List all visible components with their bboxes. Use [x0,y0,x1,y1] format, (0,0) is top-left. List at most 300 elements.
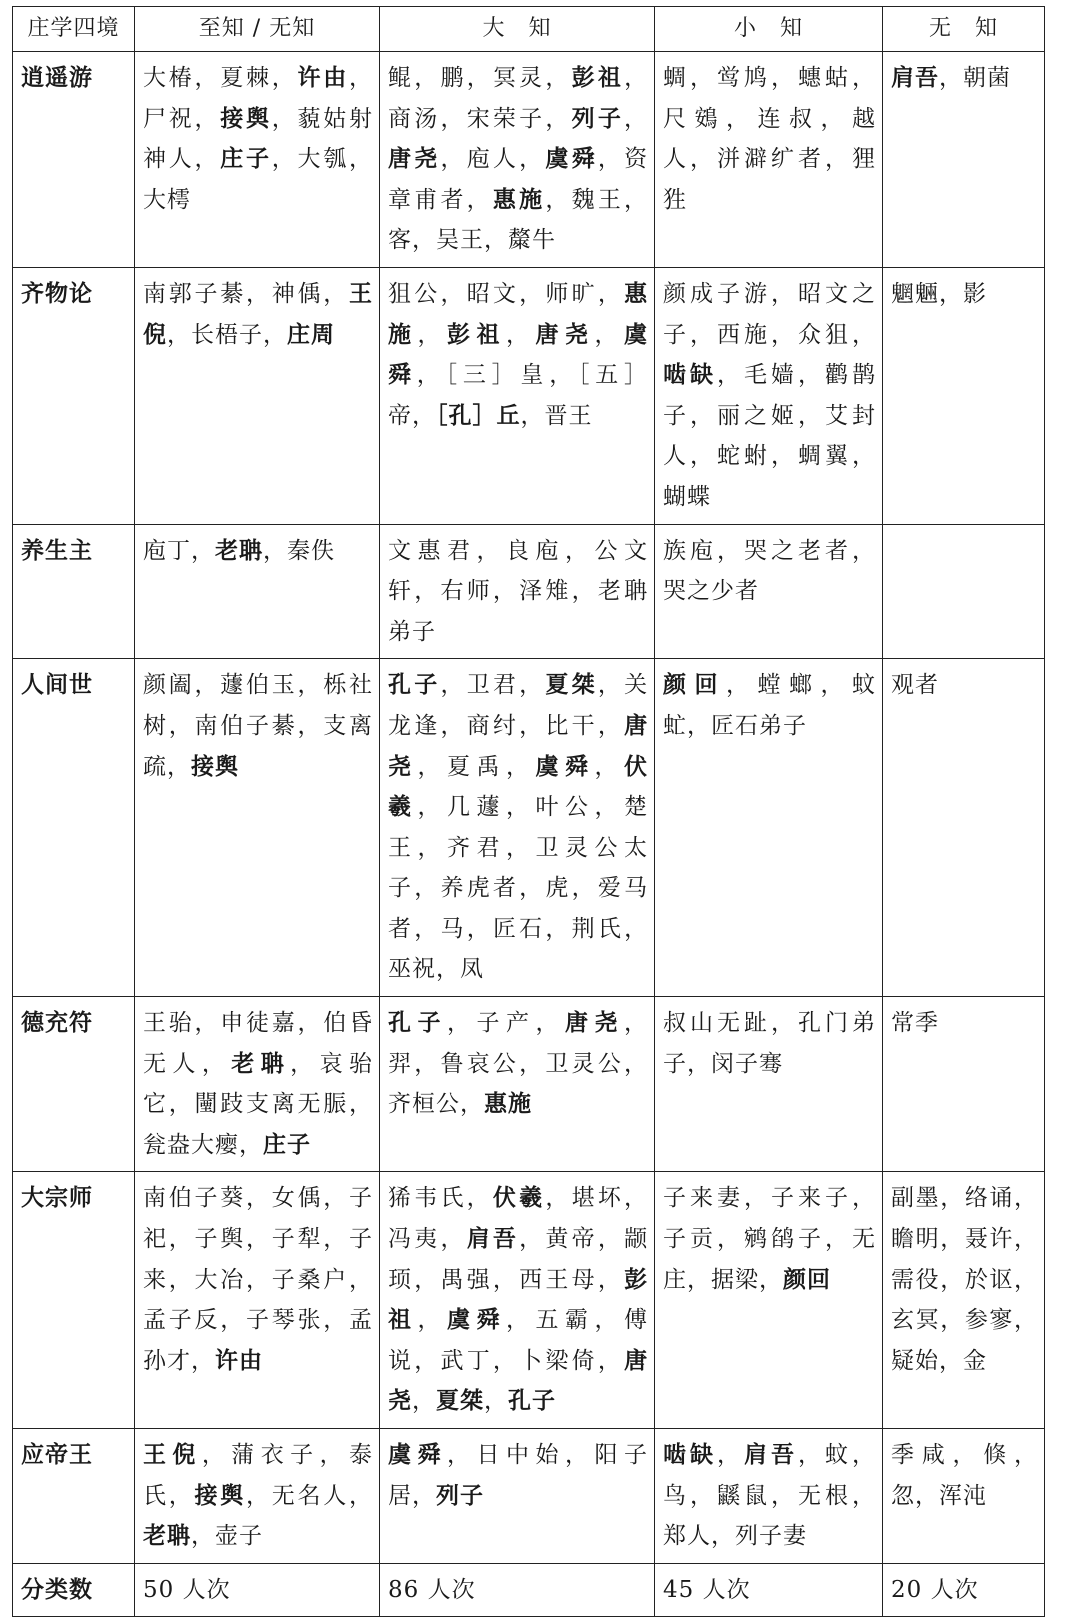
figure-name: 子桑户 [271,1266,349,1293]
separator: ， [412,1482,436,1509]
figure-name: 支离疏 [143,712,373,780]
separator: ， [436,956,460,983]
figure-name: 阳子居 [388,1442,648,1509]
figure-name: 哭之老者 [744,537,852,564]
cell-wuzhi [883,52,1045,268]
figure-name: 申徒嘉 [220,1010,298,1037]
figure-name: 蒲衣子 [231,1442,320,1468]
count-wuzhi: 20 人次 [883,1563,1045,1617]
figure-name: 子祀 [143,1185,373,1253]
separator: ， [506,834,536,861]
figure-name: 大樗 [143,186,191,213]
separator: ， [414,65,441,91]
figure-name-emphasized: 接舆 [191,753,239,780]
separator: ， [417,794,447,821]
figure-name: 鹏 [440,65,467,91]
separator: ， [466,1185,493,1212]
figure-name: 蛇蚹 [717,443,771,470]
figure-name: 大瓠 [297,146,349,173]
separator: ， [440,105,467,132]
separator: ， [194,65,221,91]
header-dazhi: 大 知 [380,7,655,52]
cell-dazhi [380,52,655,268]
separator: ， [191,1347,215,1374]
figure-name-emphasized: 伏羲 [492,1185,546,1212]
cell-xiaozhi [655,524,883,659]
figure-name: 族庖 [663,537,717,564]
figure-name: 鹳鹊子 [663,362,876,429]
separator: ， [168,1091,195,1118]
figure-name-emphasized: 列子 [436,1482,484,1509]
separator: ， [571,578,598,605]
separator: ， [939,1347,963,1374]
figure-name: 武丁 [440,1347,493,1374]
separator: ， [939,280,963,307]
figure-name: 艾封人 [663,402,876,470]
figure-name-emphasized: 虞舜 [545,146,598,173]
separator: ， [246,280,272,307]
figure-name: 几蘧 [447,794,506,821]
figure-name: 观者 [891,672,939,699]
figure-name: 浑沌 [939,1482,987,1509]
separator: ， [597,712,625,739]
separator: ， [440,1226,467,1253]
figure-name: 泽雉 [519,578,572,605]
figure-name: 昭文之子 [663,280,876,348]
figure-name: 忽 [891,1482,915,1509]
figure-name: 鼷鼠 [717,1482,771,1509]
figure-name: 巫祝 [388,956,436,983]
separator: ， [545,105,572,132]
separator: ， [201,1442,232,1468]
separator: ， [565,537,595,564]
separator: ， [349,1482,373,1509]
separator: ， [168,1482,195,1509]
figure-name: 影 [963,280,987,307]
separator: ， [271,65,298,91]
figure-name: 傅说 [388,1307,648,1374]
figure-name: 子来妻 [663,1185,744,1212]
figure-name: 孟孙才 [143,1307,373,1374]
header-realm: 庄学四境 [13,7,135,52]
figure-name: 蟪蛄 [798,65,852,91]
header-row [13,7,1045,52]
figure-name: 日中始 [476,1442,565,1468]
separator: ， [484,227,508,254]
classification-table-container [12,6,1044,1617]
separator: ， [771,443,798,470]
separator: ， [447,1442,477,1468]
separator: ， [168,1266,195,1293]
figure-name: 文惠君 [388,537,477,564]
figure-name: 夏禹 [447,753,506,780]
figure-name-emphasized: 接舆 [220,105,272,132]
figure-name: 越人 [663,105,876,173]
figure-name: 子舆 [194,1226,246,1253]
separator: ， [798,1442,825,1468]
separator: ， [194,672,221,699]
separator: ， [168,712,195,739]
separator: ， [297,672,324,699]
separator: ， [349,1266,373,1293]
figure-name: 瓮盎大瘿 [143,1131,239,1158]
separator: ， [726,105,758,132]
separator: ， [597,146,625,173]
figure-name: 鲁哀公 [440,1050,520,1077]
separator: ， [412,227,436,254]
separator: ， [466,65,493,91]
figure-name-emphasized: 彭祖 [447,321,506,348]
figure-name: 颜成子游 [663,280,771,307]
cell-xiaozhi [655,267,883,524]
figure-name-emphasized: 肩吾 [891,65,939,91]
separator: ， [414,1347,441,1374]
separator: ， [687,1266,711,1293]
cell-dazhi [380,1429,655,1564]
separator: ， [687,1050,711,1077]
separator: ， [323,1185,349,1212]
separator: ， [460,1091,484,1118]
chapter-title: 逍遥游 [13,52,135,268]
figure-name: 藐姑射神人 [143,105,373,173]
separator: ， [940,1185,965,1212]
cell-xiaozhi [655,659,883,997]
figure-name: 长梧子 [191,321,263,348]
separator: ， [594,321,624,348]
count-xiaozhi: 45 人次 [655,1563,883,1617]
separator: ， [690,1482,717,1509]
separator: ， [506,1307,536,1334]
figure-name: 南郭子綦 [143,280,246,307]
figure-name: 荆氏 [571,915,625,942]
chapter-title: 齐物论 [13,267,135,524]
separator: ， [690,146,717,173]
separator: ， [417,753,447,780]
separator: ， [690,321,717,348]
separator: ， [319,1442,350,1468]
separator: ， [687,712,711,739]
separator: ， [1014,1442,1038,1468]
figure-name: 女偊 [271,1185,324,1212]
figure-name-emphasized: 啮缺 [663,362,717,389]
separator: ， [717,362,744,389]
separator: ， [290,1050,320,1077]
separator: ， [519,146,546,173]
separator: ， [535,1010,565,1037]
figure-name-emphasized: 颜回 [783,1266,831,1293]
figure-name-emphasized: 老聃 [143,1523,191,1550]
figure-name-emphasized: 唐尧 [388,146,441,173]
cell-dazhi [380,1172,655,1429]
figure-name-emphasized: 列子 [571,105,625,132]
figure-name-emphasized: 惠施 [492,186,546,213]
figure-name: 商纣 [466,712,520,739]
separator: ， [416,362,446,389]
figure-name: 昭文 [466,280,520,307]
separator: ， [624,1185,649,1212]
figure-name: 庖丁 [143,537,191,564]
figure-name-emphasized: 肩吾 [744,1442,798,1468]
figure-name: 冯夷 [388,1226,441,1253]
figure-name-emphasized: 唐尧 [535,321,595,348]
figure-name: 齐桓公 [388,1091,460,1118]
figure-name-emphasized: 唐尧 [388,712,649,780]
separator: ， [852,1442,876,1468]
separator: ， [852,65,876,91]
separator: ， [323,1226,349,1253]
figure-name: 鲲 [388,65,415,91]
cell-wuzhi [883,267,1045,524]
cell-zhizhi [135,524,380,659]
figure-name-emphasized: 彭祖 [388,1266,649,1334]
figure-name-emphasized: 虞舜 [535,753,595,780]
figure-name: 斄牛 [508,227,556,254]
separator: ， [168,1226,195,1253]
separator: ， [506,321,536,348]
figure-name: 宋荣子 [466,105,546,132]
table-row [13,1429,1045,1564]
figure-name: 蚊虻 [663,672,876,739]
separator: ， [239,1131,263,1158]
separator: ， [349,1091,373,1118]
figure-name: 五霸 [535,1307,595,1334]
separator: ， [194,1010,221,1037]
cell-zhizhi [135,997,380,1172]
figure-name: 无名人 [271,1482,349,1509]
separator: ， [624,915,649,942]
cell-wuzhi [883,1172,1045,1429]
figure-name: 比干 [545,712,598,739]
figure-name: 大椿 [143,65,195,91]
separator: ， [412,1388,436,1415]
cell-zhizhi [135,52,380,268]
figure-name-emphasized: 啮缺 [663,1442,717,1468]
figure-name: 季咸 [891,1442,953,1468]
separator: ， [417,321,447,348]
chapter-title: 人间世 [13,659,135,997]
figure-name: 子犁 [271,1226,324,1253]
separator: ， [545,65,572,91]
figure-name: 子来子 [771,1185,852,1212]
figure-name: 南伯子綦 [194,712,298,739]
separator: ， [194,105,221,132]
separator: ， [1014,1185,1039,1212]
separator: ， [852,1482,876,1509]
separator: ， [825,146,852,173]
separator: ， [759,1266,783,1293]
separator: ， [545,1185,572,1212]
separator: ， [519,712,546,739]
separator: ， [412,402,436,429]
figure-name: 壶子 [215,1523,263,1550]
separator: ， [594,753,624,780]
separator: ， [717,1442,744,1468]
header-zhizhi: 至知 / 无知 [135,7,380,52]
separator: ， [167,321,191,348]
figure-name-emphasized: 惠施 [484,1091,532,1118]
separator: ， [690,443,717,470]
figure-name: 倏 [983,1442,1014,1468]
figure-name-emphasized: 王倪 [143,1442,202,1468]
figure-name-emphasized: 庄子 [220,146,272,173]
figure-name: 哀骀它 [143,1050,374,1118]
separator: ， [323,280,349,307]
figure-name: 禺强 [440,1266,493,1293]
cell-xiaozhi [655,997,883,1172]
separator: ， [825,1226,852,1253]
figure-name-emphasized: 夏桀 [545,672,598,699]
table-row [13,997,1045,1172]
separator: ， [492,1347,520,1374]
chapter-title: 养生主 [13,524,135,659]
figure-name: 泰氏 [143,1442,374,1509]
header-xiaozhi: 小 知 [655,7,883,52]
figure-name: 堪坏 [571,1185,625,1212]
separator: ， [597,1347,625,1374]
figure-name: 栎社树 [143,672,373,739]
cell-wuzhi [883,524,1045,659]
separator: ， [349,146,373,173]
figure-name: 蚊 [825,1442,852,1468]
figure-name: 鹓鹐子 [744,1226,825,1253]
cell-dazhi [380,267,655,524]
count-zhizhi: 50 人次 [135,1563,380,1617]
figure-name: 螳螂 [757,672,821,699]
separator: ， [597,1266,625,1293]
figure-name: 聂许 [964,1226,1015,1253]
separator: ， [466,186,493,213]
separator: ， [771,65,798,91]
figure-name: 南伯子葵 [143,1185,246,1212]
separator: ， [417,834,447,861]
cell-xiaozhi [655,52,883,268]
separator: ， [915,1482,939,1509]
figure-name: 金 [963,1347,987,1374]
figure-name: 瞻明 [891,1226,941,1253]
separator: ， [798,402,825,429]
separator: ， [624,1010,648,1037]
separator: ， [492,578,520,605]
figure-name: 尺鴳 [663,105,726,132]
table-body [13,52,1045,1564]
separator: ， [717,1226,744,1253]
count-row [13,1563,1045,1617]
separator: ， [771,280,798,307]
figure-name: 蘧伯玉 [220,672,298,699]
figure-name: 鸴鸠 [717,65,771,91]
separator: ， [571,875,598,902]
figure-name: 颛顼 [388,1226,649,1293]
figure-name: 常季 [891,1010,939,1037]
separator: ， [940,1226,965,1253]
separator: ， [246,1226,272,1253]
figure-name: 子贡 [663,1226,717,1253]
figure-name: 资章甫者 [388,146,649,213]
figure-name: 王骀 [143,1010,195,1037]
separator: ， [545,186,572,213]
figure-name: 副墨 [891,1185,941,1212]
table-row [13,1172,1045,1429]
figure-name: 叔山无趾 [663,1010,771,1037]
figure-name: 良庖 [506,537,565,564]
figure-name: 郑人 [663,1523,711,1550]
separator: ， [519,875,546,902]
separator: ， [1014,1226,1039,1253]
separator: ， [726,672,758,699]
figure-name: 列子妻 [735,1523,807,1550]
figure-name: 秦佚 [287,537,335,564]
separator: ， [690,402,717,429]
separator: ， [939,65,963,91]
separator: ， [519,280,546,307]
figure-name-emphasized: 孔子 [388,1010,447,1037]
figure-name: 大冶 [194,1266,246,1293]
figure-name-emphasized: 虞舜 [388,1442,447,1468]
cell-xiaozhi [655,1429,883,1564]
figure-name: 西王母 [519,1266,598,1293]
separator: ， [246,1266,272,1293]
figure-name-emphasized: 惠施 [388,280,649,348]
count-label: 分类数 [13,1563,135,1617]
figure-name: 颜阖 [143,672,195,699]
figure-name: 叶公 [535,794,595,821]
separator: ， [297,1010,324,1037]
figure-name: 无庄 [663,1226,876,1293]
figure-name-emphasized: 老聃 [215,537,263,564]
separator: ， [624,65,649,91]
figure-name: 络诵 [964,1185,1015,1212]
figure-name: 尸祝 [143,105,195,132]
cell-dazhi [380,524,655,659]
cell-xiaozhi [655,1172,883,1429]
figure-name: 狸狌 [663,146,876,213]
cell-zhizhi [135,267,380,524]
separator: ， [624,186,649,213]
figure-name: 子琴张 [246,1307,324,1334]
figure-name: 蜩翼 [798,443,852,470]
table-row [13,52,1045,268]
separator: ， [1014,1307,1039,1334]
separator: ， [711,1523,735,1550]
separator: ， [246,1185,272,1212]
separator: ， [717,537,744,564]
figure-name: 闉跂支离无脤 [194,1091,349,1118]
separator: ， [597,1226,625,1253]
figure-name: 凤 [460,956,484,983]
figure-name: 毛嫱 [744,362,798,389]
figure-name-emphasized: ［孔］丘 [436,402,521,429]
count-dazhi: 86 人次 [380,1563,655,1617]
figure-name: 养虎者 [440,875,520,902]
figure-name: ［五］帝 [388,362,649,429]
figure-name: 卜梁倚 [519,1347,598,1374]
separator: ， [447,1010,477,1037]
figure-name: 西施 [717,321,771,348]
table-row [13,524,1045,659]
separator: ， [414,915,441,942]
figure-name: 卫君 [466,672,520,699]
separator: ， [440,712,467,739]
figure-name-emphasized: 孔子 [388,672,441,699]
separator: ， [940,1266,965,1293]
figure-name-emphasized: 孔子 [508,1388,556,1415]
separator: ， [690,65,717,91]
separator: ， [440,280,467,307]
separator: ， [519,672,546,699]
figure-name: 据梁 [711,1266,759,1293]
separator: ， [323,1307,349,1334]
figure-name: 疑始 [891,1347,939,1374]
